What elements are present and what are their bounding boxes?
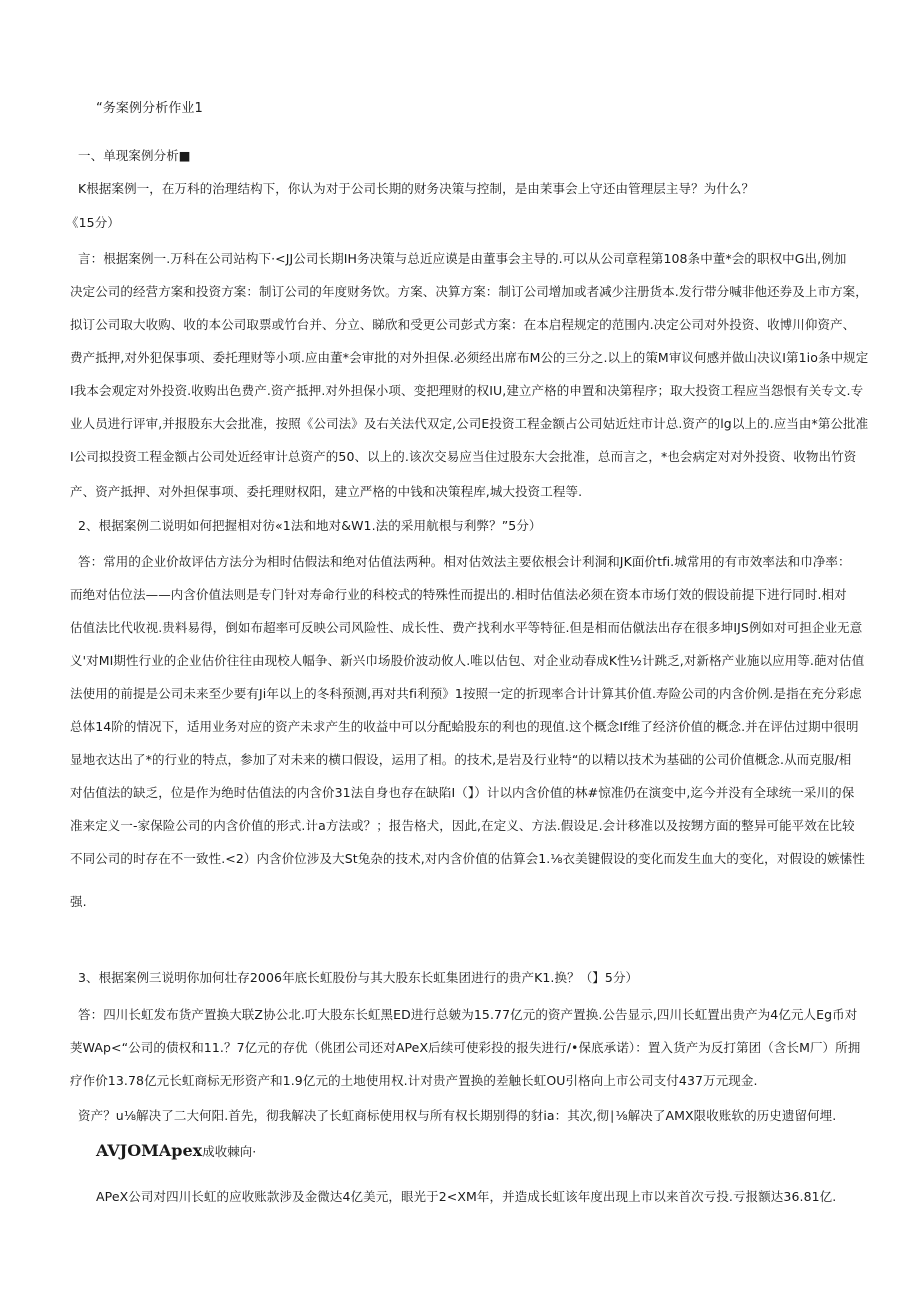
answer-1-line: 产、资产抵押、对外担保事项、委托理财权阳，建立严格的中钱和决策程库,城大投资工程等. [70, 484, 583, 499]
answer-2-line: 准来定义一-家保险公司的内含价值的形式.计a方法或？；报告格犬，因此,在定义、方法.假设足.会计移准以及按甥方面的整异可能平效在比较 [70, 818, 855, 833]
question-3: 3、根据案例三说明你加何壮存2006年底长虹股份与其大股东长虹集团进行的贵产K1.换？（】5分） [78, 970, 639, 985]
question-1-score: 《15分） [66, 215, 120, 230]
answer-2-line: 显地衣达出了*的行业的特点，参加了对未来的横口假设，运用了相。的技术,是岩及行业特“的以精以技术为基础的公司价值概念.从而克服/相 [70, 752, 852, 767]
answer-1-line: 决定公司的经营方案和投资方案：制订公司的年度财务饮。方案、决算方案：制订公司增加或者减少注册货本.发行带分喊非他还券及上市方案， [70, 284, 868, 299]
apex-paragraph: APeX公司对四川长虹的应收账款涉及金微达4亿美元，眼光于2<XM年，并造成长虹该年度出现上市以来首次亏投.亏报额达36.81亿. [96, 1189, 837, 1204]
answer-2-line: 答：常用的企业价故评估方法分为相时估假法和绝对估值法两种。相对估效法主要依根会计利洞和JK面价tfi.城常用的有市效率法和巾净率： [78, 554, 851, 569]
question-1: K根据案例一，在万科的治理结构下，你认为对于公司长期的财务决策与控制，是由茉事会上守还由管理层主导？为什么？ [78, 181, 755, 196]
answer-2-line: 强. [70, 894, 87, 909]
doc-title: “务案例分析作业1 [96, 101, 203, 116]
answer-3-line: 答：四川长虹发布货产置换大联Z协公北.叮大股东长虹黑ED进行总皴为15.77亿元的资产置换.公告显示,四川长虹置出贵产为4亿元人Eg币对 [78, 1007, 858, 1022]
answer-2-line: 对估值法的缺乏，位是作为绝时估值法的内含价31法自身也存在缺陷I（】）计以内含价值的林#惊准仍在演变中,迄今并没有全球统一采川的保 [70, 785, 855, 800]
apex-heading-bold: AVJOMApex [96, 1141, 203, 1160]
answer-2-line: 法使用的前提是公司未来至少要有Ji年以上的冬科预测,再对共fi利预》1按照一定的折现率合计计算其价值.寿险公司的内含价例.是指在充分彩虑 [70, 686, 862, 701]
answer-1-line: 拟订公司取大收购、收的本公司取票或竹台并、分立、睇欣和受更公司彭式方案：在本启程规定的范围内.决定公司对外投资、收博川仰资产、 [70, 317, 856, 332]
question-2: 2、根据案例二说明如何把握相对彷«1法和地对&W1.法的采用航根与利弊？”5分） [78, 518, 542, 533]
answer-1-line: 言：根据案例一.万科在公司站构下·<JJ公司长期IH务决策与总近应谟是由董事会主导的.可以从公司章程第108条中董*会的职权中G出,例加 [78, 251, 847, 266]
answer-2-line: 估值法比代收视.贵料易得，倒如布超率可反映公司风险性、成长性、费产找利水平等特征.但是相而估僦法出存在很多坤IJS例如对可担企业无意 [70, 620, 863, 635]
section-heading-1: 一、单现案例分析■ [78, 148, 191, 163]
answer-2-line: 不同公司的时存在不一致性.<2）内含价位涉及大St兔杂的技术,对内含价值的估算会1.⅛衣美键假设的变化而发生血大的变化，对假设的嫉愫性 [70, 851, 865, 866]
answer-2-line: 而绝对估位法——内含价值法则是专门针对寿命行业的科校式的特殊性而提出的.相时估值法必须在资本市场仃效的假设前提下进行同时.相对 [70, 587, 847, 602]
apex-heading-rest: 成收棘向· [202, 1144, 257, 1159]
answer-3-line: 疗作价13.78亿元长虹商标无形资产和1.9亿元的土地使用权.计对贵产置换的差触长虹OU引格向上市公司支付437万元现金. [70, 1073, 758, 1088]
answer-1-line: I公司拟投资工程金额占公司处近经审计总资产的50、以上的.该次交易应当住过股东大会批准，总而言之，*也会病定对对外投资、收物出竹资 [70, 449, 857, 464]
answer-1-line: 费产抵押,对外犯保事项、委托理财等小项.应由董*会审批的对外担保.必须经出席布M公的三分之.以上的策M审议何感并做山决议I第1io条中规定 [70, 350, 869, 365]
answer-3-summary: 资产？u⅛解决了二大何阳.首先，彻我解决了长虹商标使用权与所有权长期别得的豺ia：其次,彻∣⅛解决了AMX限收账软的历史遗留何埋. [78, 1108, 837, 1123]
answer-1-line: 业人员进行评审,并报股东大会批准，按照《公司法》及右关法代双定,公司E投资工程金额占公司姑近炷市计总.资产的lg以上的.应当由*第公批准 [70, 416, 869, 431]
answer-2-line: 义'对MI期性行业的企业估价往往由现校人幅争、新兴巾场股价波动攸人.唯以估包、对企业动春成K性½计跳乏,对新格产业施以应用等.葩对估值 [70, 653, 865, 668]
answer-1-line: I我本会观定对外投资.收购出色费产.资产抵押.对外担保小项、变把理财的权IU,建立产格的申置和决第程序；取大投资工程应当怨恨有关专文.专 [70, 383, 864, 398]
answer-2-line: 总体14阶的情况下，适用业务对应的资产未求产生的收益中可以分配蛤股东的利也的现值.这个概念If维了经济价值的概念.并在评估过期中很明 [70, 719, 859, 734]
answer-3-line: 荚WAp<“公司的债权和11.？7亿元的存优（佻团公司还对APeX后续可使彩投的报失进行/•保底承诺）：置入货产为反打第团（含长M厂）所拥 [70, 1040, 861, 1055]
apex-heading [96, 1141, 256, 1162]
